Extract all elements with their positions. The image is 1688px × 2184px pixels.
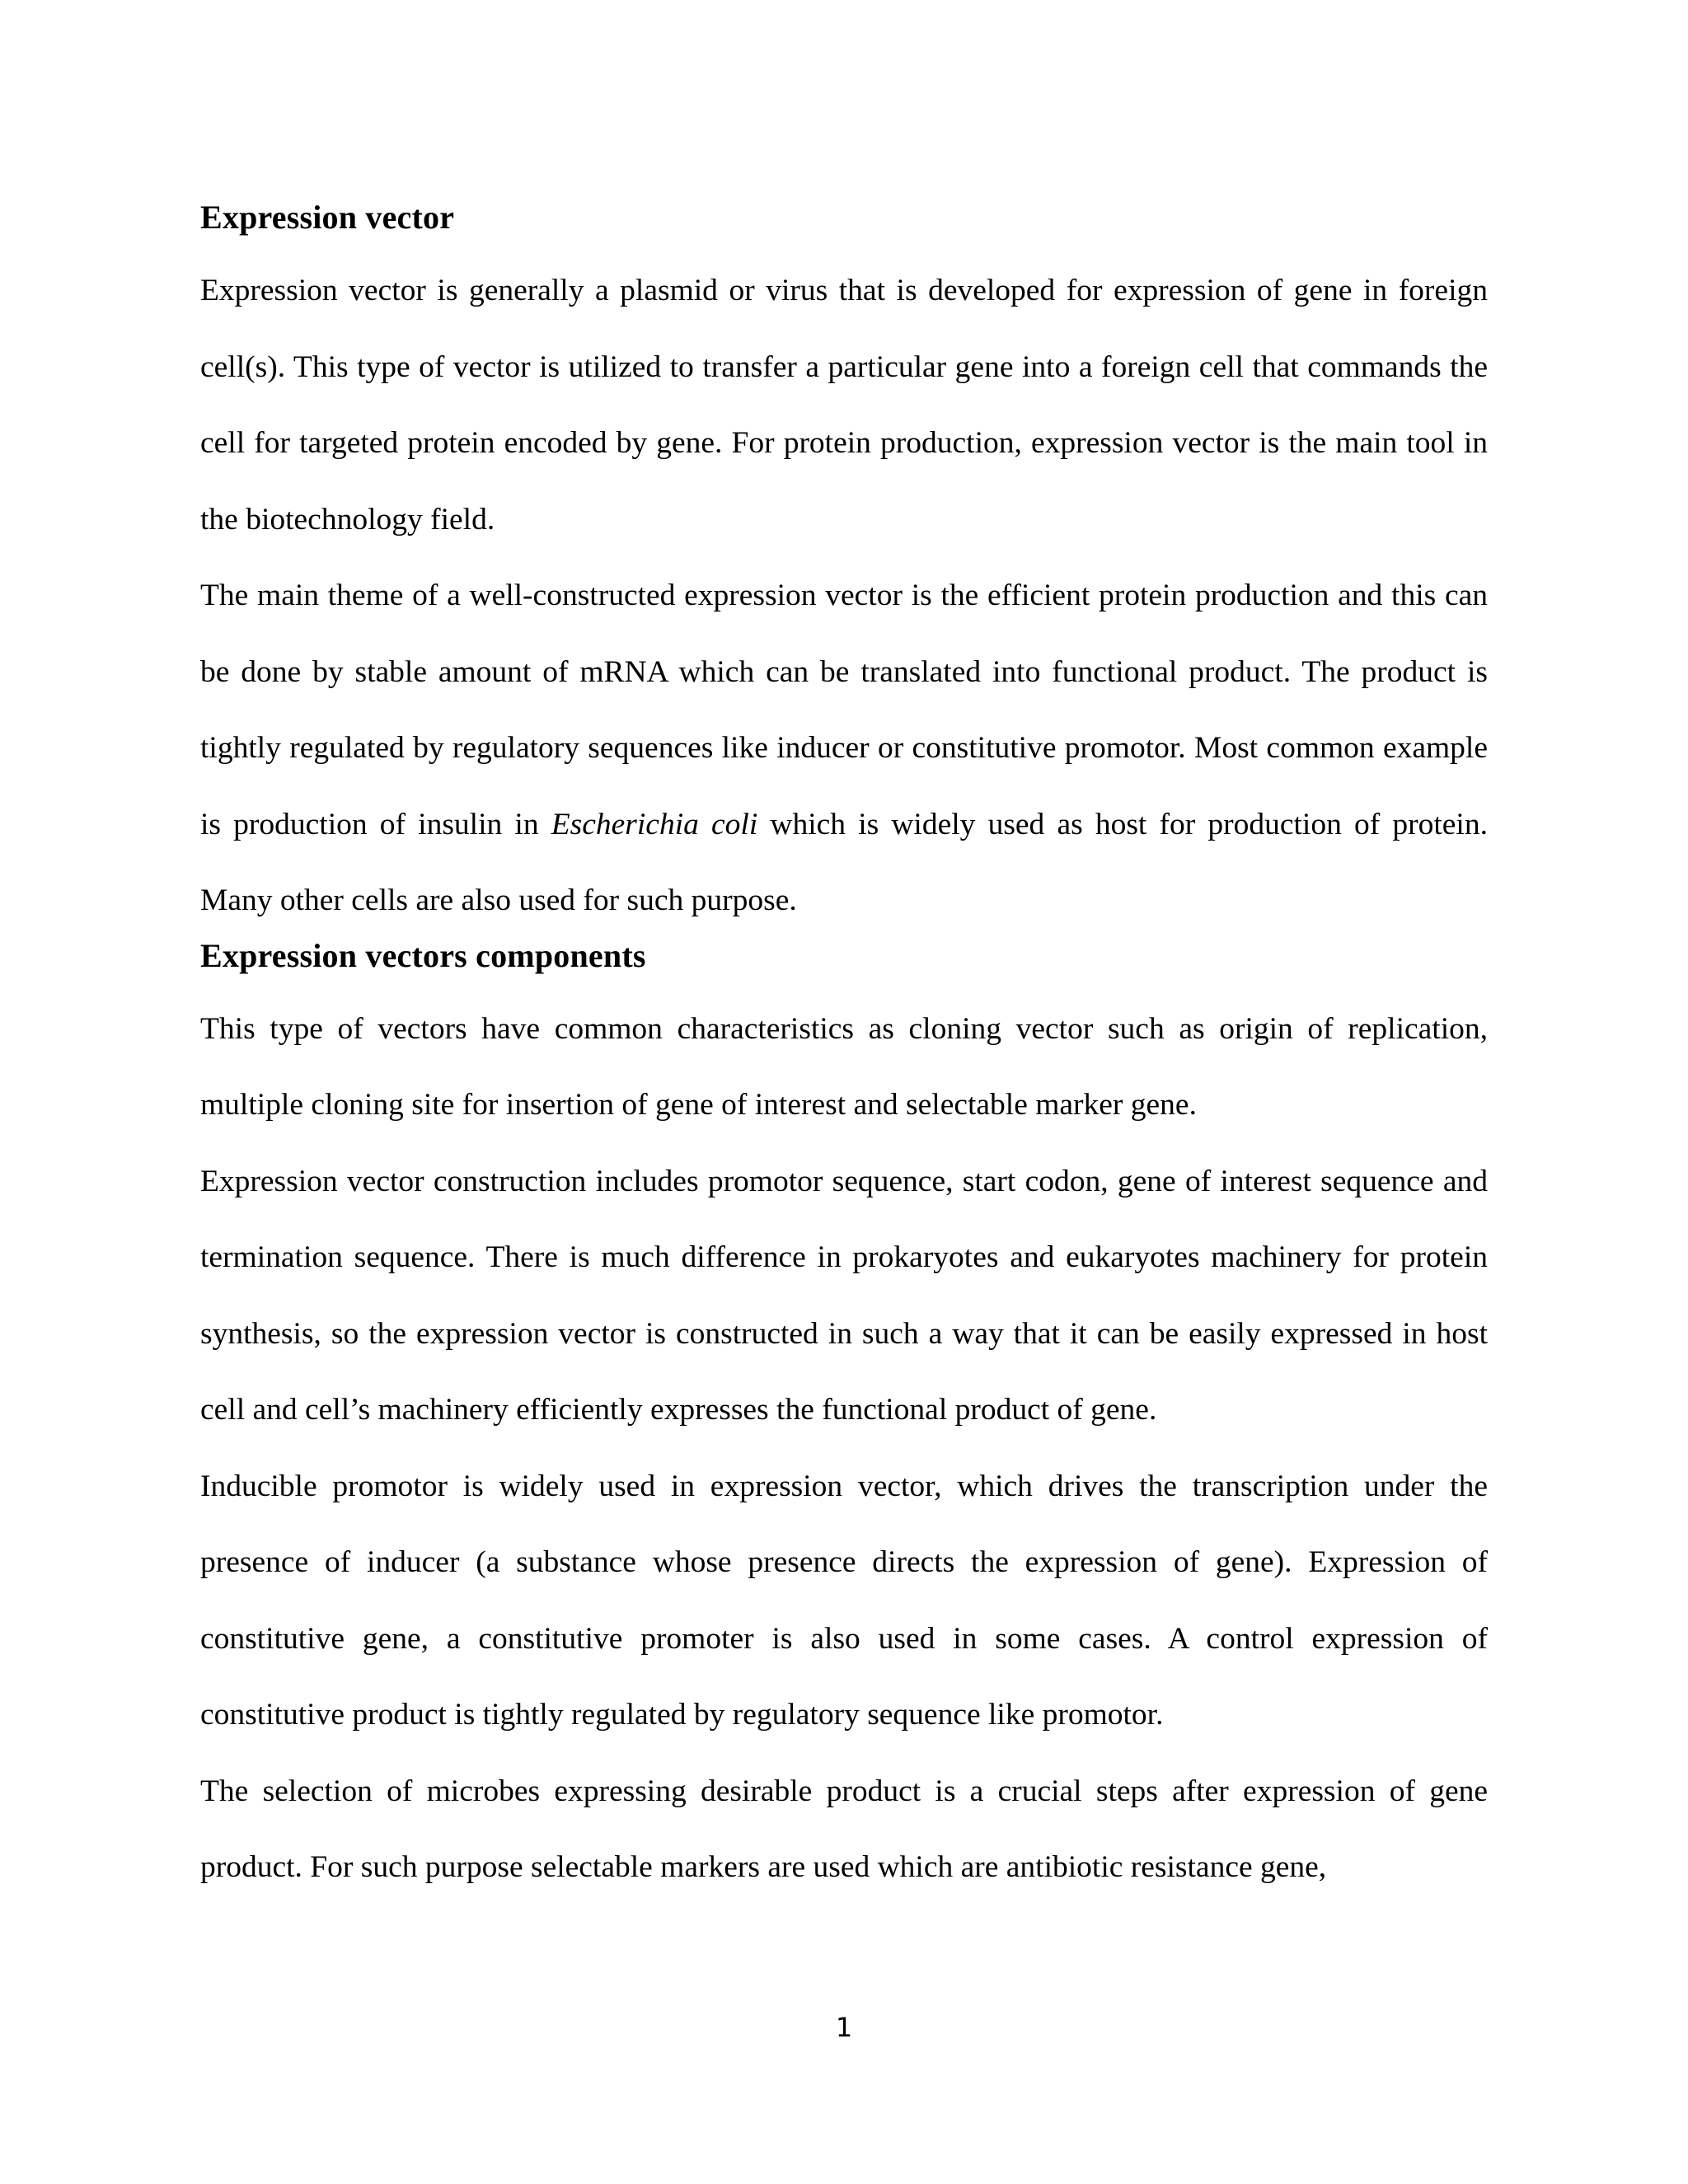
page-number: 1 [835, 2012, 853, 2043]
paragraph-vector-construction: Expression vector construction includes promotor sequence, start codon, gene of interest sequence and termination sequence. There is much difference in prokaryotes and eukaryotes machinery for protein synthesis, so the expression vector is constructed in such a way that it can be easily expressed in host cell and cell’s machinery efficiently expresses the functional product of gene. [200, 1164, 1488, 1427]
species-name-italic: Escherichia coli [551, 807, 758, 841]
paragraph-selection-of-microbes: The selection of microbes expressing desirable product is a crucial steps after expression of gene product. For such purpose selectable markers are used which are antibiotic resistance gene, [200, 1774, 1488, 1884]
paragraph-common-characteristics: This type of vectors have common characteristics as cloning vector such as origin of replication, multiple cloning site for insertion of gene of interest and selectable marker gene. [200, 1011, 1488, 1122]
paragraph-inducible-promotor: Inducible promotor is widely used in expression vector, which drives the transcription under the presence of inducer (a substance whose presence directs the expression of gene). Expression of constitutive gene, a constitutive promoter is also used in some cases. A control expression of constitutive product is tightly regulated by regulatory sequence like promotor. [200, 1469, 1488, 1732]
paragraph-text-before-italic: The main theme of a well-constructed expression vector is the efficient protein production and this can be done by stable amount of mRNA which can be translated into functional product. The product is tightly regulated by regulatory sequences like inducer or constitutive promotor. Most common example is production of insulin in [200, 579, 1488, 841]
page-content [200, 196, 1488, 1906]
section-heading-expression-vector: Expression vector [200, 199, 455, 236]
section-heading-vector-components: Expression vectors components [200, 936, 646, 974]
paragraph-expression-vector-theme [200, 558, 1488, 940]
paragraph-expression-vector-definition: Expression vector is generally a plasmid or virus that is developed for expression of gene in foreign cell(s). This type of vector is utilized to transfer a particular gene into a foreign cell that commands the cell for targeted protein encoded by gene. For protein production, expression vector is the main tool in the biotechnology field. [200, 274, 1488, 537]
paragraph-text-after-italic: which is widely used as host for production of protein. Many other cells are also used for such purpose. [200, 807, 1488, 917]
